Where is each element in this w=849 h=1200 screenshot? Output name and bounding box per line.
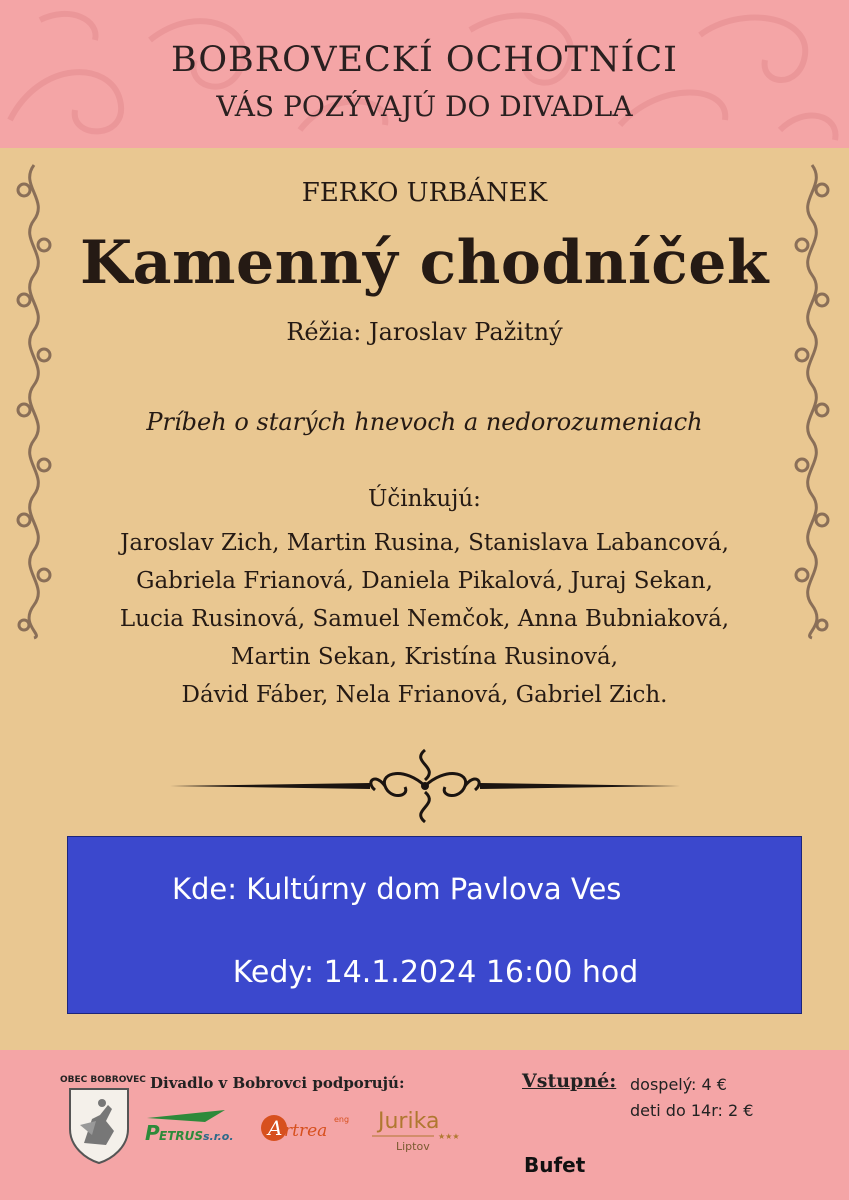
jurika-logo <box>372 1104 472 1154</box>
svg-text:rtrea: rtrea <box>284 1121 328 1141</box>
artrea-logo <box>258 1106 358 1146</box>
admission-child-price: deti do 14r: 2 € <box>630 1101 754 1120</box>
flourish-divider <box>170 742 680 832</box>
cast-line: Gabriela Frianová, Daniela Pikalová, Juraj Sekan, <box>136 568 713 594</box>
play-title: Kamenný chodníček <box>79 228 769 298</box>
petrus-logo <box>145 1108 255 1148</box>
svg-text:s.r.o.: s.r.o. <box>203 1130 234 1143</box>
svg-text:eng: eng <box>334 1115 350 1124</box>
event-datetime: Kedy: 14.1.2024 16:00 hod <box>232 955 639 990</box>
cast-line: Lucia Rusinová, Samuel Nemčok, Anna Bubniaková, <box>119 606 730 632</box>
header-title: BOBROVECKÍ OCHOTNÍCI <box>170 40 678 80</box>
svg-text:Liptov: Liptov <box>396 1140 430 1153</box>
admission-adult-price: dospelý: 4 € <box>630 1075 727 1094</box>
cast-heading: Účinkujú: <box>368 486 481 512</box>
crest-label: OBEC BOBROVEC <box>60 1075 146 1085</box>
svg-text:A: A <box>268 1116 283 1140</box>
coat-of-arms-icon <box>66 1085 132 1165</box>
play-author: FERKO URBÁNEK <box>301 178 548 208</box>
play-director: Réžia: Jaroslav Pažitný <box>286 318 563 346</box>
svg-text:Jurika: Jurika <box>378 1109 440 1134</box>
sponsor-heading: Divadlo v Bobrovci podporujú: <box>150 1074 405 1092</box>
header-subtitle: VÁS POZÝVAJÚ DO DIVADLA <box>216 90 633 123</box>
buffet-label: Bufet <box>524 1153 586 1177</box>
event-location: Kde: Kultúrny dom Pavlova Ves <box>172 872 622 906</box>
admission-label: Vstupné: <box>522 1070 617 1092</box>
svg-text:ETRUS: ETRUS <box>159 1129 204 1143</box>
cast-list <box>0 524 849 714</box>
cast-line: Dávid Fáber, Nela Frianová, Gabriel Zich. <box>181 682 668 708</box>
cast-line: Martin Sekan, Kristína Rusinová, <box>230 644 619 670</box>
event-info-box <box>67 836 802 1014</box>
svg-text:★★★: ★★★ <box>438 1132 460 1141</box>
svg-text:P: P <box>145 1121 160 1145</box>
cast-line: Jaroslav Zich, Martin Rusina, Stanislava Labancová, <box>120 530 729 556</box>
play-tagline: Príbeh o starých hnevoch a nedorozumeniach <box>146 408 703 436</box>
